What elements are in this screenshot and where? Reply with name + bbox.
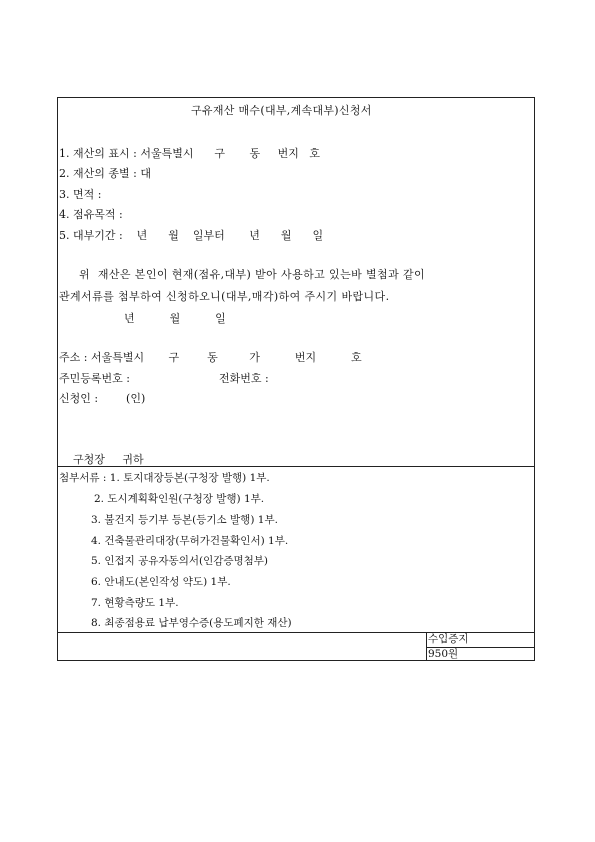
applicant-address-line: 주소 : 서울특별시 구 동 가 번지 호: [59, 351, 362, 364]
property-type-line: 2. 재산의 종별 : 대: [59, 167, 151, 180]
applicant-name-line: 신청인 : (인): [59, 392, 146, 405]
attachment-item: 첨부서류 : 1. 토지대장등본(구청장 발행) 1부.: [59, 472, 270, 484]
stamp-box-separator: [426, 632, 427, 661]
application-date-line: 년 월 일: [124, 312, 226, 325]
occupancy-purpose-line: 4. 점유목적 :: [59, 208, 123, 221]
lease-period-line: 5. 대부기간 : 년 월 일부터 년 월 일: [59, 229, 324, 242]
section-divider: [57, 466, 535, 467]
attachment-item: 4. 건축물관리대장(무허가건물확인서) 1부.: [91, 535, 289, 547]
property-area-line: 3. 면적 :: [59, 188, 102, 201]
revenue-stamp-label: 수입증지: [428, 633, 469, 645]
revenue-stamp-amount: 950원: [428, 648, 459, 660]
form-title: 구유재산 매수(대부,계속대부)신청서: [191, 104, 372, 117]
resident-id-label: 주민등록번호 :: [59, 372, 130, 385]
attachment-item: 3. 불건지 등기부 등본(등기소 발행) 1부.: [91, 514, 278, 526]
attachment-item: 5. 인접지 공유자동의서(인감증명첨부): [91, 555, 269, 567]
phone-label: 전화번호 :: [219, 372, 269, 385]
attachment-item: 8. 최종점용료 납부영수증(용도폐지한 재산): [91, 617, 292, 629]
attachment-item: 6. 안내도(본인작성 약도) 1부.: [91, 576, 231, 588]
attachment-item: 7. 현황측량도 1부.: [91, 597, 179, 609]
property-location-line: 1. 재산의 표시 : 서울특별시 구 동 번지 호: [59, 147, 321, 160]
attachment-item: 2. 도시계획확인원(구청장 발행) 1부.: [94, 493, 265, 505]
addressee-line: 구청장 귀하: [73, 453, 144, 466]
statement-line-1: 위 재산은 본인이 현재(점유,대부) 받아 사용하고 있는바 별첨과 같이: [79, 268, 426, 281]
statement-line-2: 관계서류를 첨부하여 신청하오니(대부,매각)하여 주시기 바랍니다.: [59, 290, 390, 303]
